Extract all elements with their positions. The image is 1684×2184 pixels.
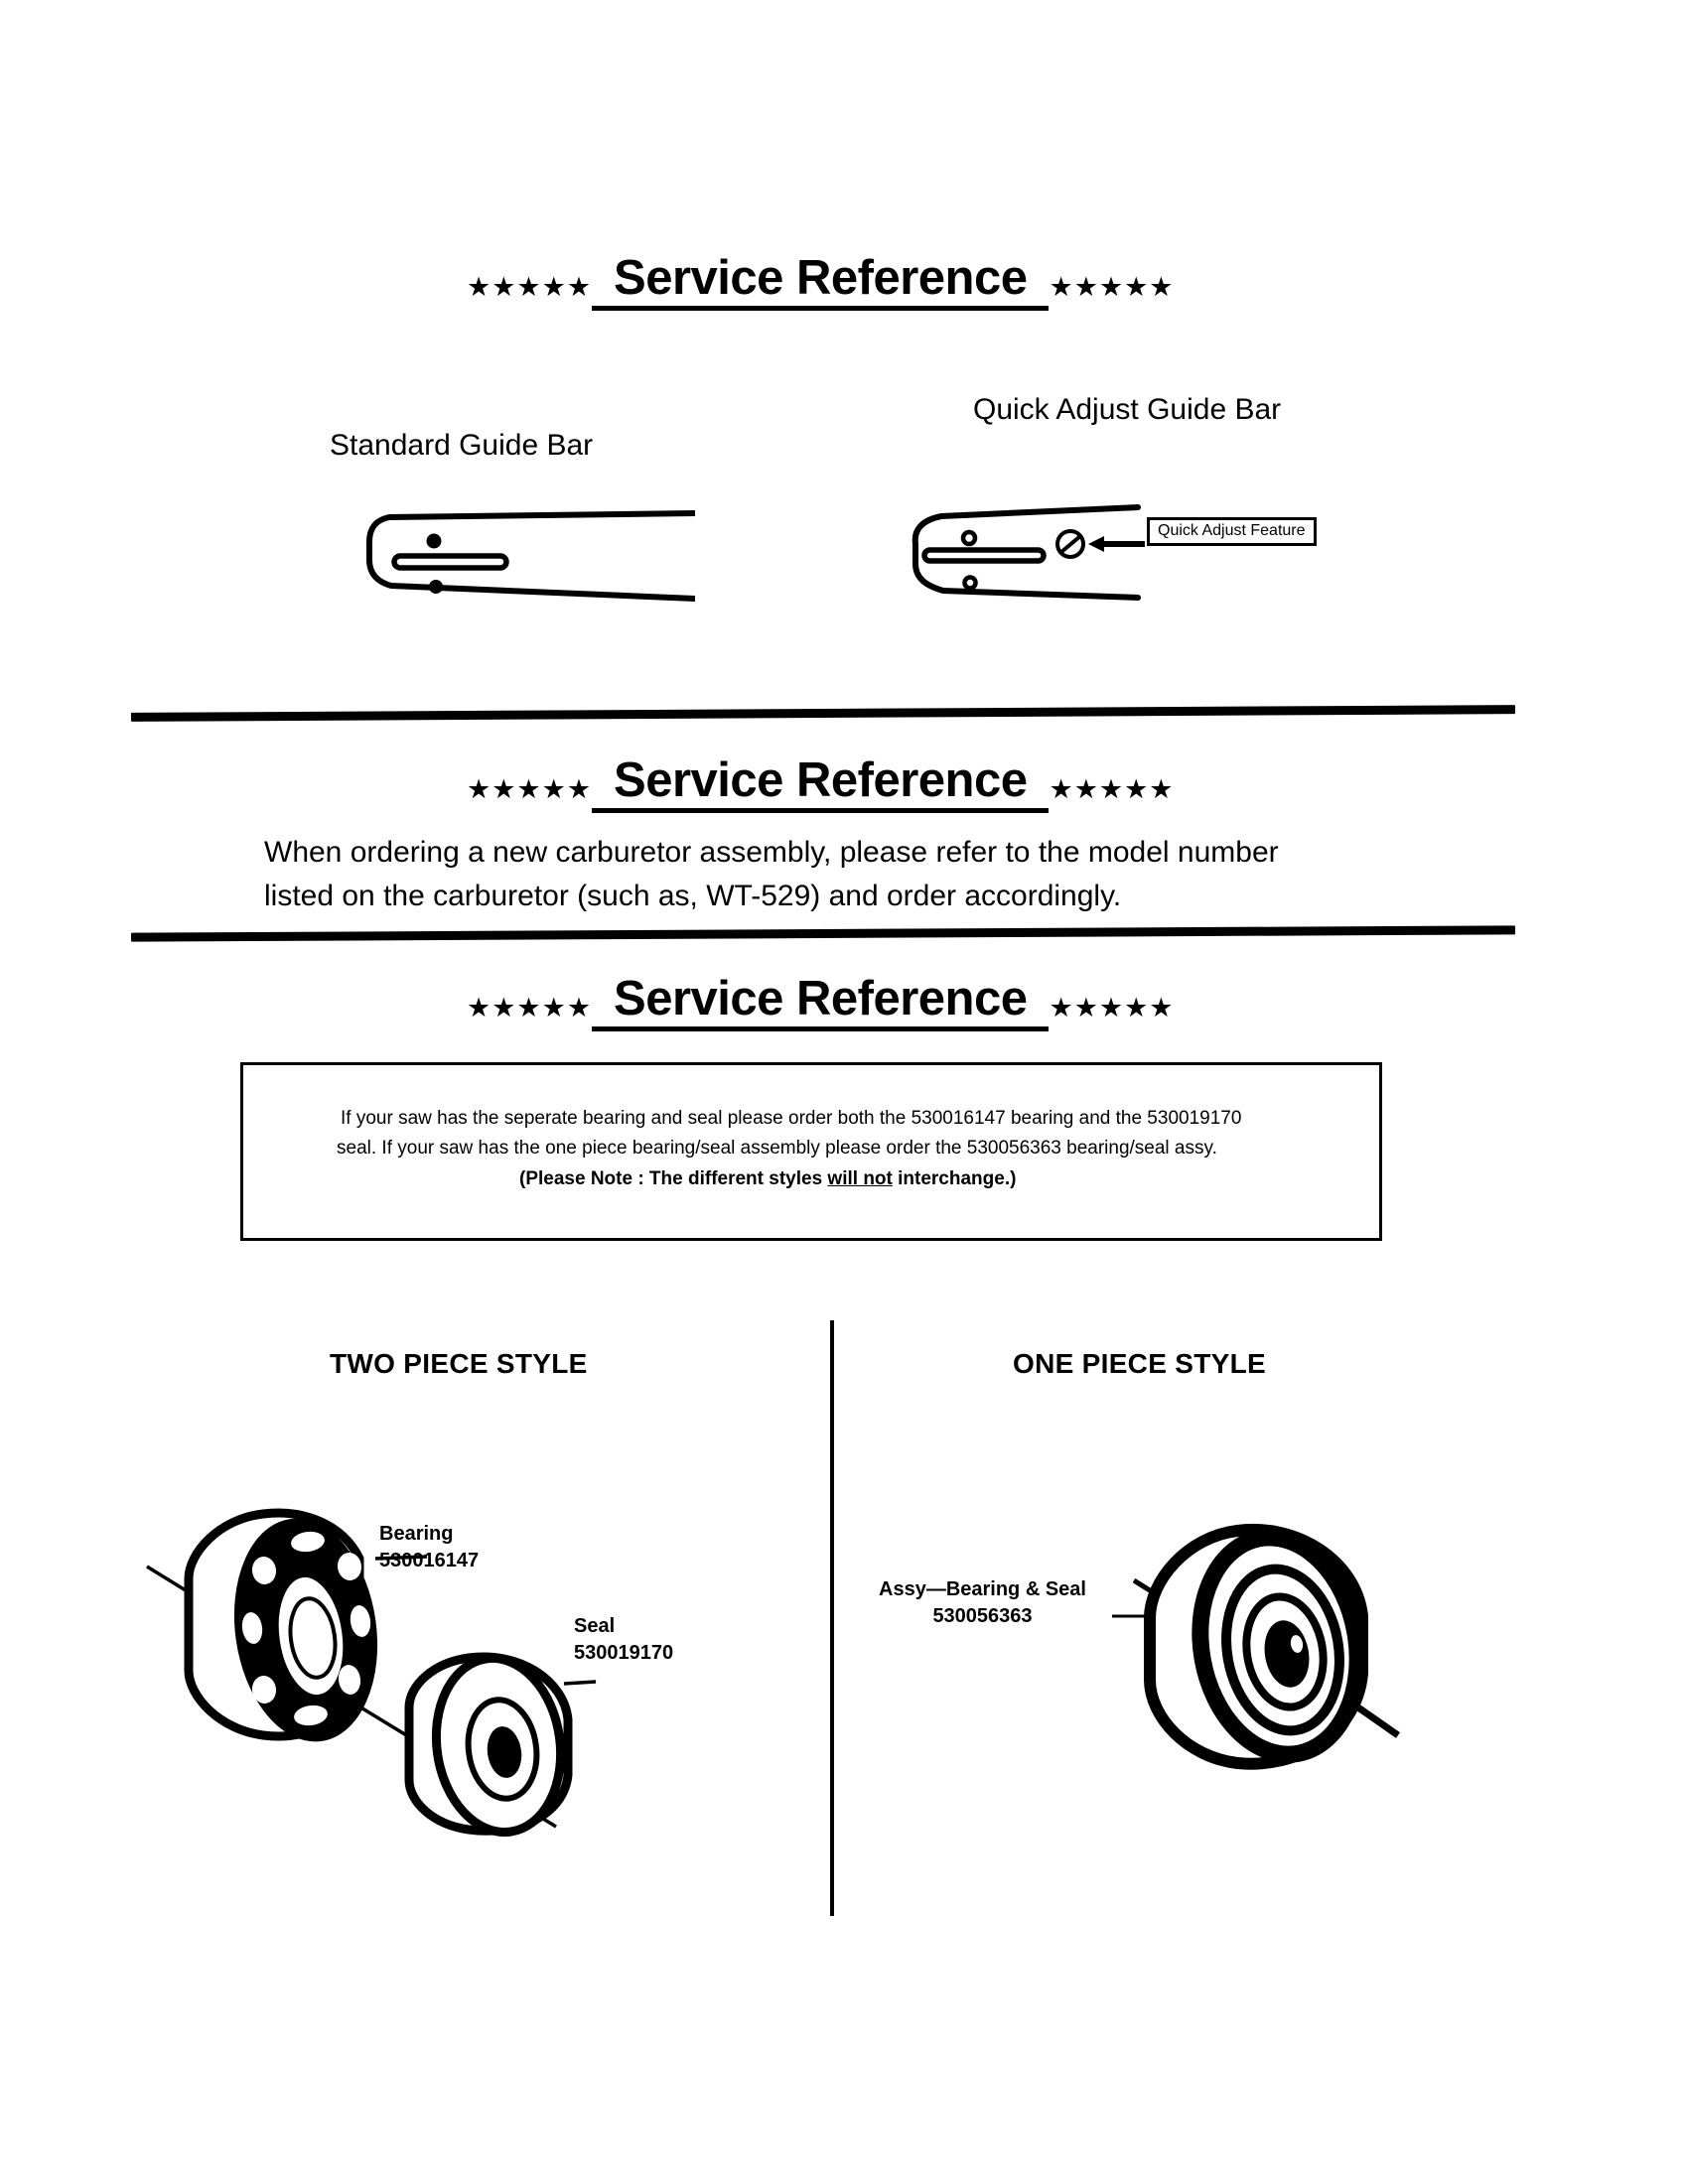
part-name-bearing: Bearing [379,1523,454,1545]
style-comparison-divider [830,1320,834,1916]
section-divider-rule-2 [131,925,1515,941]
section-title-bearing-seal: Service Reference [592,975,1049,1031]
section-title-carburetor: Service Reference [592,756,1049,813]
two-piece-bearing-illustration [129,1459,606,1866]
note-emphasis: will not [827,1168,893,1189]
part-number-assy-bearing-seal: 530056363 [932,1605,1033,1627]
stars-right-icon: ★★★★★ [1049,774,1175,805]
stars-right-icon: ★★★★★ [1049,272,1175,303]
part-name-seal: Seal [574,1615,616,1637]
one-piece-bearing-seal-illustration [1112,1469,1450,1787]
label-standard-guide-bar: Standard Guide Bar [330,429,594,462]
section-heading-guide-bars [467,251,1175,311]
note-prefix: (Please Note : The different styles [519,1168,828,1189]
part-number-seal: 530019170 [574,1642,674,1664]
quick-adjust-feature-callout: Quick Adjust Feature [1147,517,1317,546]
section-heading-carburetor [467,753,1175,813]
stars-right-icon: ★★★★★ [1049,993,1175,1024]
bearing-seal-note-box [240,1062,1382,1241]
standard-guide-bar-illustration [298,486,695,615]
part-label-assy-bearing-seal [879,1576,1086,1630]
quick-adjust-guide-bar-illustration [894,486,1311,620]
note-line-1: If your saw has the seperate bearing and seal please order both the 530016147 bearing and the 530019170 [341,1108,1242,1129]
part-label-bearing [379,1521,479,1574]
part-label-seal [574,1613,673,1667]
part-name-assy-bearing-seal: Assy—Bearing & Seal [879,1578,1086,1600]
stars-left-icon: ★★★★★ [467,272,593,303]
callout-arrow-icon [1088,536,1145,552]
note-line-emphasis [519,1167,1016,1192]
carburetor-instruction-line-2: listed on the carburetor (such as, WT-529) and order accordingly. [264,880,1122,912]
note-suffix: interchange.) [892,1168,1017,1189]
part-number-bearing: 530016147 [379,1550,480,1571]
stars-left-icon: ★★★★★ [467,993,593,1024]
quick-adjust-screw-icon [1057,531,1083,557]
carburetor-instruction-line-1: When ordering a new carburetor assembly, please refer to the model number [264,836,1279,869]
section-heading-bearing-seal [467,972,1175,1031]
heading-two-piece-style: TWO PIECE STYLE [330,1348,588,1379]
label-quick-adjust-guide-bar: Quick Adjust Guide Bar [973,393,1282,426]
stars-left-icon: ★★★★★ [467,774,593,805]
heading-one-piece-style: ONE PIECE STYLE [1013,1348,1266,1379]
page-title: Service Reference [592,254,1049,311]
note-line-2: seal. If your saw has the one piece bearing/seal assembly please order the 530056363 bearing/seal assy. [337,1138,1217,1159]
section-divider-rule-1 [131,705,1515,722]
